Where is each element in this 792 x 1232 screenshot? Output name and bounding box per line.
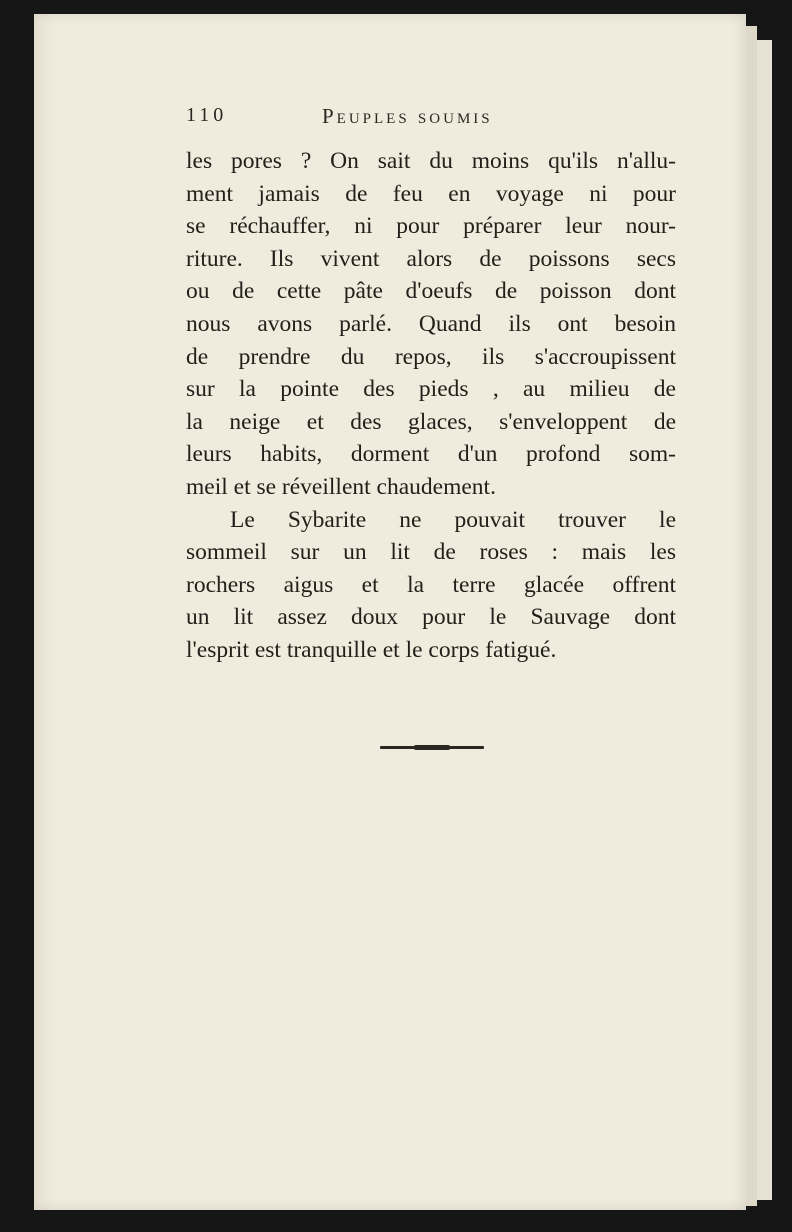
text-line: un lit assez doux pour le Sauvage dont [186, 604, 676, 631]
text-line: ou de cette pâte d'oeufs de poisson dont [186, 278, 676, 305]
text-line: sommeil sur un lit de roses : mais les [186, 539, 676, 566]
text-line: se réchauffer, ni pour préparer leur nour- [186, 213, 676, 240]
section-end-rule-icon [380, 746, 484, 749]
text-line: ment jamais de feu en voyage ni pour [186, 180, 676, 207]
text-line: leurs habits, dorment d'un profond som- [186, 441, 676, 468]
text-line: meil et se réveillent chaudement. [186, 473, 496, 500]
text-line: riture. Ils vivent alors de poissons secs [186, 245, 676, 272]
text-line: les pores ? On sait du moins qu'ils n'allu- [186, 148, 676, 174]
body-text [186, 145, 676, 667]
page-number: 110 [186, 104, 228, 126]
running-title: Peuples soumis [322, 104, 493, 128]
text-line: la neige et des glaces, s'enveloppent de [186, 408, 676, 435]
text-line: Le Sybarite ne pouvait trouver le [230, 506, 676, 533]
text-line: nous avons parlé. Quand ils ont besoin [186, 310, 676, 337]
text-line: l'esprit est tranquille et le corps fatigué. [186, 636, 557, 663]
text-line: sur la pointe des pieds , au milieu de [186, 376, 676, 403]
text-line: rochers aigus et la terre glacée offrent [186, 571, 676, 598]
text-line: de prendre du repos, ils s'accroupissent [186, 343, 676, 370]
page-header [186, 104, 686, 132]
